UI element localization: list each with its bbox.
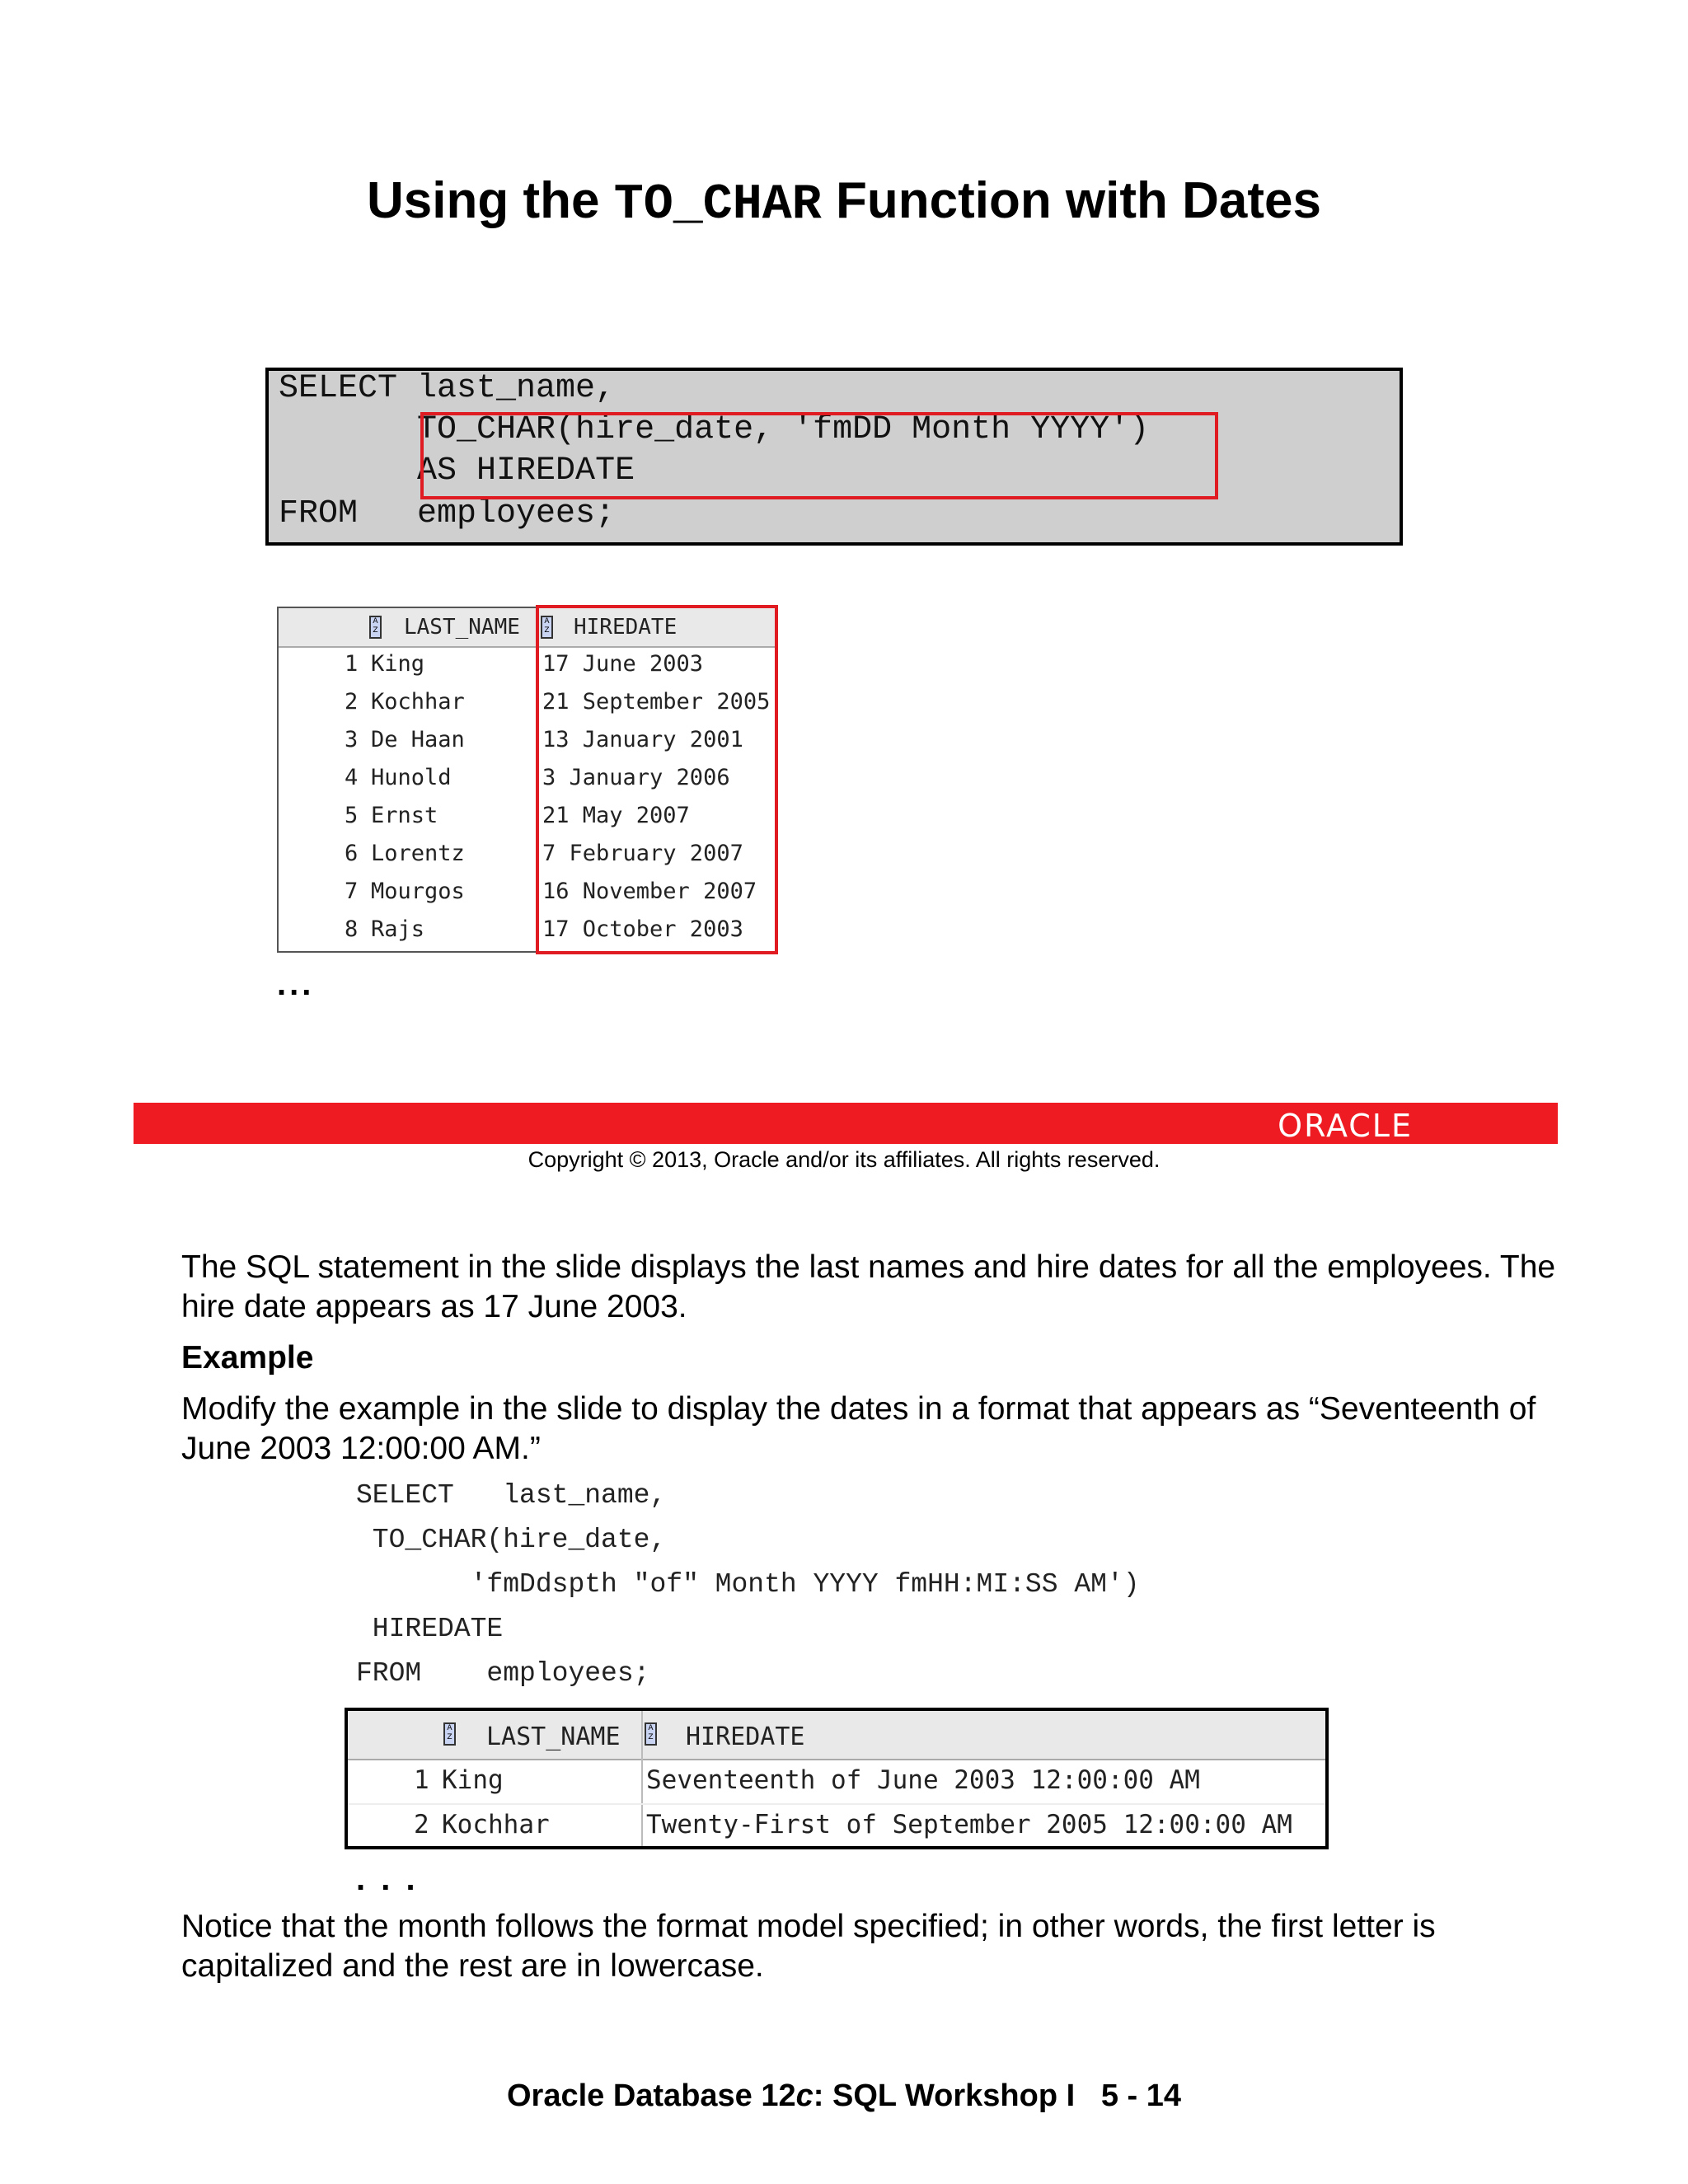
- cell-hiredate: 17 October 2003: [542, 916, 743, 942]
- row-number: 1: [414, 1765, 429, 1795]
- cell-hiredate: Seventeenth of June 2003 12:00:00 AM: [646, 1765, 1200, 1795]
- column-header-hiredate[interactable]: HIREDATE: [686, 1722, 805, 1751]
- sort-icon[interactable]: A Z: [369, 616, 382, 639]
- cell-last-name: Mourgos: [371, 879, 465, 904]
- row-number: 4: [345, 765, 359, 790]
- cell-last-name: Rajs: [371, 916, 425, 942]
- notes-paragraph-1: The SQL statement in the slide displays the last names and hire dates for all the employees. The hire date appears as 17 June 2003.: [181, 1249, 1556, 1324]
- row-number: 6: [345, 841, 359, 866]
- hiredate-highlight-box: [536, 605, 778, 954]
- row-number: 8: [345, 916, 359, 942]
- sql-line-4: FROM employees;: [279, 495, 616, 532]
- title-pre: Using the: [367, 172, 614, 229]
- result-grid-2: [345, 1708, 1329, 1849]
- sql-highlight-box: [420, 412, 1218, 499]
- ellipsis: ...: [277, 966, 315, 1002]
- column-header-last-name[interactable]: LAST_NAME: [486, 1722, 621, 1751]
- row-number: 7: [345, 879, 359, 904]
- example-code-line-1: SELECT last_name,: [356, 1480, 667, 1511]
- sort-icon[interactable]: A Z: [645, 1722, 657, 1746]
- copyright-text: Copyright © 2013, Oracle and/or its affiliates. All rights reserved.: [528, 1147, 1160, 1172]
- example-heading: Example: [181, 1340, 314, 1376]
- cell-last-name: De Haan: [371, 727, 465, 752]
- cell-hiredate: 16 November 2007: [542, 879, 757, 904]
- footer-italic: c: [795, 2079, 814, 2113]
- cell-last-name: Kochhar: [371, 689, 465, 715]
- notes-paragraph-3: Notice that the month follows the format model specified; in other words, the first letter is capitalized and the rest are in lowercase.: [181, 1909, 1436, 1984]
- cell-hiredate: 21 September 2005: [542, 689, 771, 715]
- cell-last-name: Ernst: [371, 803, 438, 828]
- footer-banner: [134, 1103, 1558, 1144]
- oracle-logo: ORACLE: [1278, 1108, 1413, 1144]
- row-number: 3: [345, 727, 359, 752]
- cell-last-name: Kochhar: [442, 1810, 550, 1840]
- sort-icon[interactable]: A Z: [541, 616, 553, 639]
- cell-hiredate: 7 February 2007: [542, 841, 743, 866]
- example-code-line-4: HIREDATE: [356, 1614, 504, 1644]
- sql-line-1: SELECT last_name,: [279, 370, 616, 407]
- example-code-line-5: FROM employees;: [356, 1658, 650, 1689]
- footer-post: : SQL Workshop I 5 - 14: [813, 2079, 1182, 2113]
- example-code-line-2: TO_CHAR(hire_date,: [356, 1525, 667, 1555]
- sql-line-3: AS HIREDATE: [279, 452, 635, 490]
- cell-last-name: Lorentz: [371, 841, 465, 866]
- cell-hiredate: 21 May 2007: [542, 803, 690, 828]
- title-code: TO_CHAR: [613, 177, 822, 233]
- cell-last-name: King: [371, 651, 425, 677]
- column-header-hiredate[interactable]: HIREDATE: [574, 615, 678, 640]
- column-header-last-name[interactable]: LAST_NAME: [404, 615, 520, 640]
- sql-line-2: TO_CHAR(hire_date, 'fmDD Month YYYY'): [279, 411, 1150, 448]
- title-post: Function with Dates: [821, 172, 1321, 229]
- column-divider: [641, 1711, 643, 1846]
- page-footer: [0, 2079, 1688, 2114]
- cell-hiredate: 17 June 2003: [542, 651, 704, 677]
- row-divider: [348, 1803, 1325, 1805]
- example-code-line-3: 'fmDdspth "of" Month YYYY fmHH:MI:SS AM'): [356, 1569, 1140, 1600]
- row-number: 5: [345, 803, 359, 828]
- row-number: 1: [345, 651, 359, 677]
- ellipsis: . . .: [356, 1861, 419, 1897]
- cell-last-name: King: [442, 1765, 504, 1795]
- slide-title: [0, 171, 1688, 233]
- cell-last-name: Hunold: [371, 765, 452, 790]
- row-number: 2: [345, 689, 359, 715]
- sort-icon[interactable]: A Z: [443, 1722, 456, 1746]
- cell-hiredate: 3 January 2006: [542, 765, 730, 790]
- footer-pre: Oracle Database 12: [506, 2079, 796, 2113]
- cell-hiredate: Twenty-First of September 2005 12:00:00 AM: [646, 1810, 1292, 1840]
- notes-paragraph-2: Modify the example in the slide to display the dates in a format that appears as “Seventeenth of June 2003 12:00:00 AM.”: [181, 1391, 1536, 1466]
- row-number: 2: [414, 1810, 429, 1840]
- cell-hiredate: 13 January 2001: [542, 727, 743, 752]
